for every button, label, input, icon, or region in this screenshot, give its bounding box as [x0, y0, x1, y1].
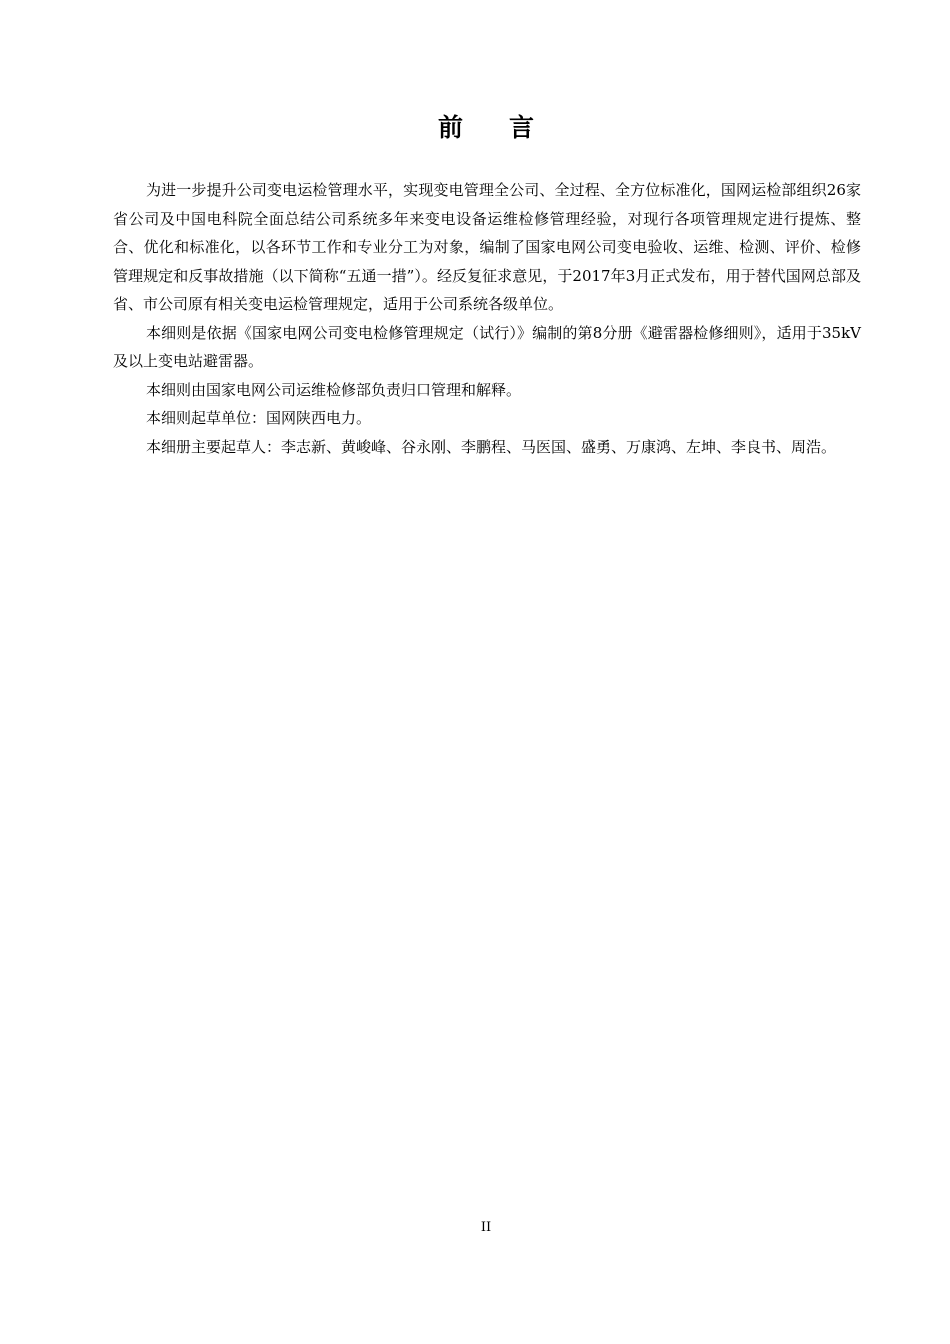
- paragraph-5: 本细册主要起草人：李志新、黄峻峰、谷永刚、李鹏程、马医国、盛勇、万康鸿、左坤、李良书、周浩。: [146, 437, 837, 456]
- page-title: [0, 108, 950, 144]
- page-number: II: [480, 1220, 492, 1235]
- title-char-1: 前: [437, 113, 463, 142]
- preface-body: [113, 176, 861, 461]
- title-char-2: 言: [509, 113, 535, 142]
- paragraph-1: 为进一步提升公司变电运检管理水平，实现变电管理全公司、全过程、全方位标准化，国网运检部组织26家省公司及中国电科院全面总结公司系统多年来变电设备运维检修管理经验，对现行各项管理规定进行提炼、整合、优化和标准化，以各环节工作和专业分工为对象，编制了国家电网公司变电验收、运维、检测、评价、检修管理规定和反事故措施（以下简称“五通一措”）。经反复征求意见，于2017年3月正式发布，用于替代国网总部及省、市公司原有相关变电运检管理规定，适用于公司系统各级单位。: [113, 181, 861, 313]
- paragraph-3: 本细则由国家电网公司运维检修部负责归口管理和解释。: [146, 380, 522, 399]
- paragraph-2: 本细则是依据《国家电网公司变电检修管理规定（试行）》编制的第8分册《避雷器检修细则》，适用于35kV及以上变电站避雷器。: [113, 323, 861, 370]
- paragraph-4: 本细则起草单位：国网陕西电力。: [146, 409, 372, 427]
